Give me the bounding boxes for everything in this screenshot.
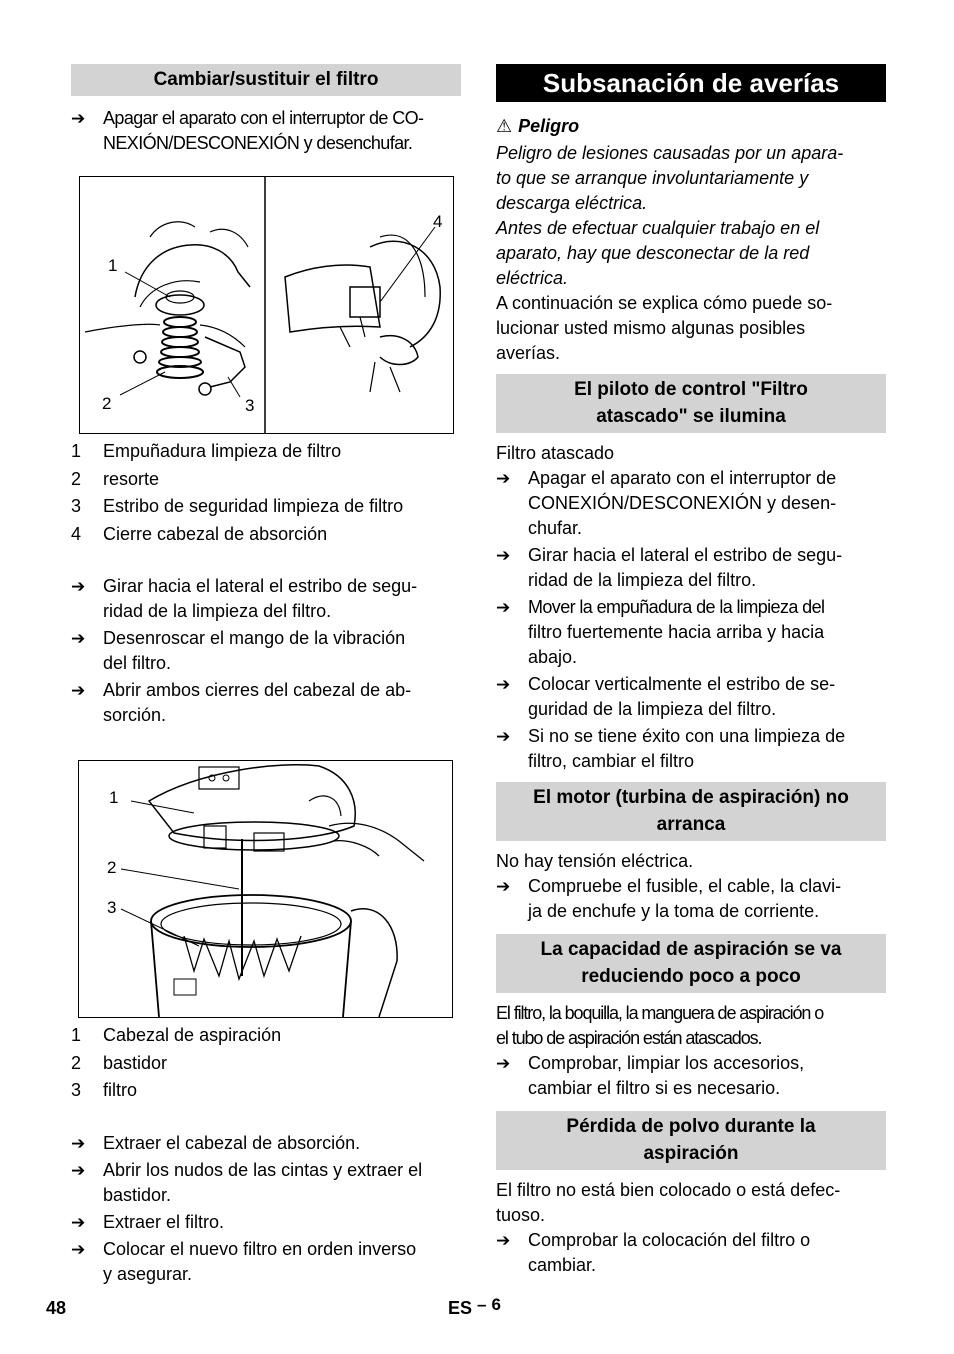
figure2-label-1: 1	[109, 788, 119, 807]
arrow-right-icon: ➔	[71, 629, 86, 648]
steps-group-2	[71, 1131, 461, 1287]
arrow-right-icon: ➔	[496, 546, 511, 565]
figure1-label-3: 3	[245, 396, 255, 415]
warning-triangle-icon: ⚠	[496, 116, 513, 136]
step-item: ➔ Abrir ambos cierres del cabezal de ab- sorción.	[71, 680, 412, 725]
figure1-label-1: 1	[108, 256, 118, 275]
suction-head-illustration	[79, 761, 452, 1017]
arrow-right-icon: ➔	[71, 109, 85, 128]
step-item: ➔ Comprobar, limpiar los accesorios, cambiar el filtro si es necesario.	[496, 1053, 805, 1098]
arrow-right-icon: ➔	[71, 1239, 86, 1259]
page-number: 48	[46, 1298, 67, 1318]
step-switch-off: ➔ Apagar el aparato con el interruptor de CO- NEXIÓN/DESCONEXIÓN y desenchufar.	[71, 108, 424, 153]
step-item: ➔ Girar hacia el lateral el estribo de segu- ridad de la limpieza del filtro.	[496, 545, 843, 590]
intro-text: A continuación se explica cómo puede so- lucionar usted mismo algunas posibles averías.	[496, 293, 833, 363]
step-item: ➔ Extraer el filtro.	[71, 1210, 461, 1235]
figure1-label-4: 4	[433, 212, 443, 231]
step-item: ➔ Colocar el nuevo filtro en orden inverso y asegurar.	[71, 1238, 417, 1284]
step-item: ➔ Girar hacia el lateral el estribo de segu- ridad de la limpieza del filtro.	[71, 576, 418, 621]
legend-item: 2 bastidor	[71, 1052, 168, 1073]
arrow-right-icon: ➔	[71, 577, 86, 596]
legend-figure2	[71, 1022, 461, 1105]
legend-item: 3 filtro	[71, 1080, 138, 1100]
step-item: ➔ Extraer el cabezal de absorción.	[71, 1131, 461, 1156]
legend-figure1	[71, 438, 461, 548]
arrow-right-icon: ➔	[71, 1160, 86, 1180]
danger-title: ⚠ Peligro	[496, 116, 580, 136]
section-heading-dust-loss: Pérdida de polvo durante la aspiración	[496, 1111, 886, 1170]
legend-item: 3 Estribo de seguridad limpieza de filtro	[71, 496, 404, 516]
cause-clogged-parts: El filtro, la boquilla, la manguera de aspiración o el tubo de aspiración están atascados.	[496, 1003, 824, 1048]
section-heading-suction-decreasing: La capacidad de aspiración se va reduciendo poco a poco	[496, 934, 886, 993]
figure-suction-head	[78, 760, 453, 1018]
right-column	[496, 64, 886, 1278]
filter-cleaning-illustration	[80, 177, 453, 433]
step-item: ➔ Mover la empuñadura de la limpieza del filtro fuertemente hacia arriba y hacia abajo.	[496, 597, 825, 667]
arrow-right-icon: ➔	[496, 469, 511, 488]
figure-filter-cleaning	[79, 176, 454, 434]
step-item: ➔ Abrir los nudos de las cintas y extraer el bastidor.	[71, 1159, 423, 1205]
danger-text: Peligro de lesiones causadas por un apara- to que se arranque involuntariamente y descarga eléctrica. Antes de efectuar cualquier trabajo en el aparato, hay que desconectar de la red eléctrica.	[496, 143, 844, 288]
legend-item: 2 resorte	[71, 468, 160, 489]
legend-item: 1 Cabezal de aspiración	[71, 1025, 282, 1045]
step-item: ➔ Compruebe el fusible, el cable, la clavi- ja de enchufe y la toma de corriente.	[496, 876, 842, 921]
legend-item: 1 Empuñadura limpieza de filtro	[71, 441, 342, 461]
arrow-right-icon: ➔	[71, 681, 86, 700]
arrow-right-icon: ➔	[496, 675, 511, 694]
section-heading-motor-not-starting: El motor (turbina de aspiración) no arranca	[496, 782, 886, 841]
section-heading-change-filter: Cambiar/sustituir el filtro	[71, 64, 461, 96]
danger-block	[496, 114, 886, 366]
figure2-label-2: 2	[107, 858, 117, 877]
main-heading-troubleshooting: Subsanación de averías	[496, 64, 886, 102]
legend-item: 4 Cierre cabezal de absorción	[71, 523, 328, 544]
step-item: ➔ Si no se tiene éxito con una limpieza de filtro, cambiar el filtro	[496, 726, 846, 771]
figure1-label-2: 2	[102, 394, 112, 413]
arrow-right-icon: ➔	[71, 1133, 86, 1153]
left-column	[71, 64, 461, 1287]
cause-filter-defective: El filtro no está bien colocado o está defec- tuoso.	[496, 1180, 841, 1225]
arrow-right-icon: ➔	[496, 598, 511, 617]
arrow-right-icon: ➔	[496, 877, 511, 896]
step-item: ➔ Apagar el aparato con el interruptor de CONEXIÓN/DESCONEXIÓN y desen- chufar.	[496, 468, 837, 538]
step-item: ➔ Desenroscar el mango de la vibración del filtro.	[71, 628, 406, 673]
arrow-right-icon: ➔	[496, 1231, 511, 1250]
step-item: ➔ Comprobar la colocación del filtro o cambiar.	[496, 1230, 811, 1275]
step-item: ➔ Colocar verticalmente el estribo de se- guridad de la limpieza del filtro.	[496, 674, 836, 719]
steps-group-1	[71, 574, 461, 728]
section-heading-filter-clogged: El piloto de control "Filtro atascado" se ilumina	[496, 374, 886, 433]
footer-language: ES – 6	[448, 1295, 501, 1318]
cause-no-voltage: No hay tensión eléctrica.	[496, 851, 694, 871]
arrow-right-icon: ➔	[496, 1054, 511, 1073]
cause-filter-clogged: Filtro atascado	[496, 443, 615, 463]
arrow-right-icon: ➔	[71, 1212, 86, 1232]
arrow-right-icon: ➔	[496, 727, 511, 746]
figure2-label-3: 3	[107, 898, 117, 917]
